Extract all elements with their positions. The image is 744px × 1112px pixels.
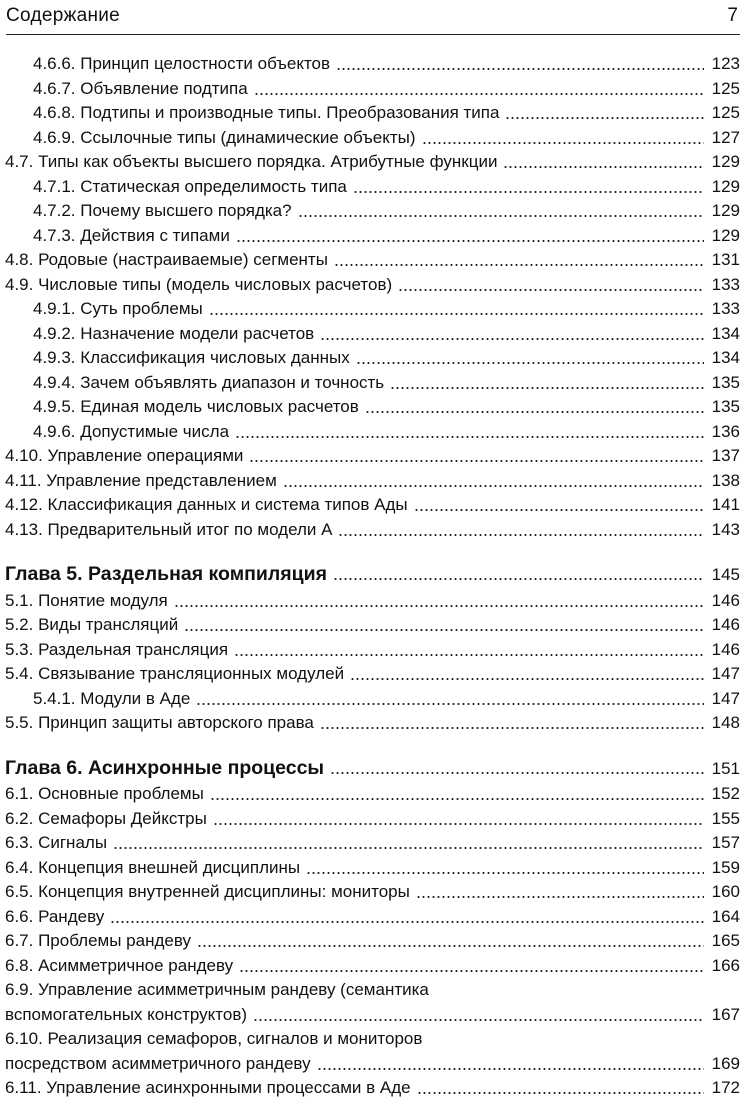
dot-leader — [353, 189, 704, 195]
toc-entry[interactable] — [33, 199, 740, 223]
running-head-title: Содержание — [6, 5, 121, 26]
toc-entry-title: 4.7.1. Статическая определимость типа — [33, 176, 347, 196]
toc-entry[interactable] — [5, 1052, 740, 1076]
toc-entry-page-number: 169 — [711, 1053, 740, 1073]
toc-chapter-entry[interactable] — [5, 562, 740, 586]
toc-entry-page-number: 146 — [711, 615, 740, 634]
toc-entry-title: 4.11. Управление представлением — [5, 470, 277, 490]
toc-entry[interactable] — [33, 346, 740, 370]
toc-entry-page-number: 159 — [711, 857, 740, 877]
toc-entry-title: 6.4. Концепция внешней дисциплины — [5, 857, 301, 877]
toc-entry-page-number: 131 — [711, 250, 740, 269]
toc-entry[interactable] — [5, 905, 740, 929]
toc-entry-title: 5.2. Виды трансляций — [5, 615, 179, 634]
toc-entry-title: 4.13. Предварительный итог по модели А — [5, 519, 333, 539]
toc-entry-title: 4.9.5. Единая модель числовых расчетов — [33, 397, 359, 416]
toc-entry[interactable] — [5, 782, 740, 806]
toc-entry-title: 5.4.1. Модули в Аде — [33, 688, 191, 708]
dot-leader — [350, 676, 704, 682]
toc-entry-title: Глава 5. Раздельная компиляция — [5, 563, 327, 585]
dot-leader — [398, 287, 704, 293]
toc-entry-page-number: 148 — [711, 713, 740, 732]
dot-leader — [110, 919, 704, 925]
dot-leader — [249, 458, 704, 464]
toc-entry-page-number: 146 — [711, 639, 740, 659]
toc-entry-title: 6.3. Сигналы — [5, 833, 108, 852]
toc-entry-title: 4.9.2. Назначение модели расчетов — [33, 323, 315, 343]
toc-entry-page-number: 135 — [711, 397, 740, 416]
toc-entry-page-number: 129 — [711, 201, 740, 220]
dot-leader — [298, 213, 704, 219]
dot-leader — [505, 115, 704, 121]
dot-leader — [390, 385, 704, 391]
toc-entry-page-number: 133 — [711, 274, 740, 294]
toc-entry-page-number: 125 — [711, 78, 740, 98]
dot-leader — [239, 968, 704, 974]
toc-entry-title: 4.12. Классификация данных и система типов Ады — [5, 495, 408, 514]
running-head — [6, 0, 740, 35]
toc-entry[interactable] — [5, 954, 740, 978]
toc-entry[interactable] — [33, 297, 740, 321]
dot-leader — [113, 845, 704, 851]
toc-entry-page-number: 136 — [711, 421, 740, 441]
toc-entry-page-number: 160 — [711, 882, 740, 901]
dot-leader — [417, 1090, 704, 1096]
toc-entry[interactable] — [33, 395, 740, 419]
toc-entry-title: 5.1. Понятие модуля — [5, 590, 168, 610]
toc-entry-page-number: 147 — [711, 664, 740, 683]
dot-leader — [209, 311, 704, 317]
toc-entry-page-number: 134 — [711, 323, 740, 343]
toc-entry[interactable] — [33, 101, 740, 125]
toc-entry-page-number: 129 — [711, 225, 740, 245]
toc-chapter-entry[interactable] — [5, 756, 740, 780]
toc-entry-title: 4.10. Управление операциями — [5, 446, 244, 465]
toc-entry-title: 5.5. Принцип защиты авторского права — [5, 713, 314, 732]
toc-entry-title: 4.7.2. Почему высшего порядка? — [33, 201, 292, 220]
toc-entry-title: 6.1. Основные проблемы — [5, 784, 204, 803]
toc-entry-title: 4.9.6. Допустимые числа — [33, 421, 230, 441]
toc-entry-page-number: 129 — [711, 152, 740, 171]
dot-leader — [422, 140, 704, 146]
toc-entry[interactable] — [33, 420, 740, 444]
toc-entry-title: посредством асимметричного рандеву — [5, 1053, 311, 1073]
toc-entry[interactable] — [33, 52, 740, 76]
toc-entry-line — [5, 978, 740, 1002]
toc-entry-title: 4.9.1. Суть проблемы — [33, 299, 203, 318]
toc-entry-page-number: 167 — [711, 1004, 740, 1024]
toc-entry[interactable] — [5, 856, 740, 880]
toc-entry-page-number: 141 — [711, 495, 740, 514]
dot-leader — [338, 532, 704, 538]
toc-entry[interactable] — [5, 444, 740, 468]
toc-entry-title: 6.9. Управление асимметричным рандеву (семантика — [5, 980, 429, 999]
dot-leader — [416, 894, 704, 900]
dot-leader — [283, 483, 704, 489]
toc-entry[interactable] — [5, 518, 740, 542]
toc-entry[interactable] — [5, 711, 740, 735]
toc-entry[interactable] — [5, 150, 740, 174]
toc-entry-page-number: 145 — [711, 565, 740, 584]
dot-leader — [306, 870, 704, 876]
toc-entry-page-number: 135 — [711, 372, 740, 392]
toc-entry-page-number: 155 — [711, 808, 740, 828]
toc-entry[interactable] — [5, 1076, 740, 1100]
dot-leader — [196, 701, 704, 707]
toc-entry[interactable] — [33, 175, 740, 199]
toc-entry-title: 6.2. Семафоры Дейкстры — [5, 808, 207, 828]
toc-entry-page-number: 127 — [711, 127, 740, 147]
toc-entry-page-number: 129 — [711, 176, 740, 196]
dot-leader — [210, 796, 704, 802]
toc-entry-title: 6.10. Реализация семафоров, сигналов и мониторов — [5, 1029, 423, 1048]
dot-leader — [503, 164, 704, 170]
dot-leader — [336, 66, 704, 72]
toc-entry-page-number: 134 — [711, 348, 740, 367]
toc-entry-title: 4.6.8. Подтипы и производные типы. Преобразования типа — [33, 103, 500, 122]
toc-entry-page-number: 166 — [711, 955, 740, 975]
toc-entry[interactable] — [5, 493, 740, 517]
dot-leader — [317, 1066, 704, 1072]
toc-entry-title: 6.6. Рандеву — [5, 906, 105, 926]
dot-leader — [234, 652, 704, 658]
toc-entry-page-number: 125 — [711, 103, 740, 122]
dot-leader — [197, 943, 704, 949]
toc-entry-page-number: 146 — [711, 590, 740, 610]
toc-entry-title: 5.4. Связывание трансляционных модулей — [5, 664, 345, 683]
toc-entry-page-number: 151 — [711, 758, 740, 778]
toc-entry[interactable] — [5, 662, 740, 686]
toc-entry-line — [5, 1027, 740, 1051]
running-head-page-number: 7 — [727, 5, 738, 26]
toc-entry-page-number: 165 — [711, 931, 740, 950]
toc-entry-title: 4.7. Типы как объекты высшего порядка. Атрибутные функции — [5, 152, 498, 171]
toc-entry[interactable] — [5, 613, 740, 637]
toc-entry-title: 6.5. Концепция внутренней дисциплины: мониторы — [5, 882, 410, 901]
toc-entry-title: 4.9.3. Классификация числовых данных — [33, 348, 350, 367]
toc-entry[interactable] — [5, 469, 740, 493]
dot-leader — [356, 360, 704, 366]
toc-entry-title: 4.8. Родовые (настраиваемые) сегменты — [5, 250, 328, 269]
toc-entry-page-number: 143 — [711, 519, 740, 539]
dot-leader — [334, 262, 704, 268]
toc-entry-page-number: 157 — [711, 833, 740, 852]
dot-leader — [254, 91, 704, 97]
toc-entry-title: 6.11. Управление асинхронными процессами в Аде — [5, 1078, 411, 1097]
toc-entry[interactable] — [5, 831, 740, 855]
toc-entry-title: 6.7. Проблемы рандеву — [5, 931, 192, 950]
toc-entry[interactable] — [33, 322, 740, 346]
toc-entry[interactable] — [33, 687, 740, 711]
toc-entry[interactable] — [5, 1003, 740, 1027]
toc-entry-title: 4.6.6. Принцип целостности объектов — [33, 54, 331, 73]
toc-entry-title: Глава 6. Асинхронные процессы — [5, 756, 325, 779]
dot-leader — [184, 627, 704, 633]
toc-entry[interactable] — [5, 880, 740, 904]
toc-entry-title: 4.6.7. Объявление подтипа — [33, 78, 248, 98]
toc-entry-title: 4.6.9. Ссылочные типы (динамические объекты) — [33, 127, 416, 147]
toc-entry[interactable] — [5, 929, 740, 953]
dot-leader — [414, 507, 704, 513]
dot-leader — [235, 434, 704, 440]
toc-entry[interactable] — [33, 371, 740, 395]
dot-leader — [330, 770, 704, 776]
toc-entry[interactable] — [5, 638, 740, 662]
toc-entry-page-number: 123 — [711, 54, 740, 73]
dot-leader — [236, 238, 704, 244]
toc-entry-title: 4.9. Числовые типы (модель числовых расчетов) — [5, 274, 393, 294]
toc-entry-title: 4.9.4. Зачем объявлять диапазон и точность — [33, 372, 385, 392]
toc-entry-title: 6.8. Асимметричное рандеву — [5, 955, 234, 975]
toc-entry-title: 5.3. Раздельная трансляция — [5, 639, 229, 659]
dot-leader — [253, 1017, 704, 1023]
toc-entry[interactable] — [33, 77, 740, 101]
toc-entry[interactable] — [5, 807, 740, 831]
toc-entry-title: 4.7.3. Действия с типами — [33, 225, 230, 245]
toc-entry[interactable] — [33, 224, 740, 248]
toc-entry-page-number: 147 — [711, 688, 740, 708]
toc-entry-page-number: 138 — [711, 470, 740, 490]
toc-entry-page-number: 133 — [711, 299, 740, 318]
dot-leader — [333, 576, 704, 582]
toc-entry-page-number: 164 — [711, 906, 740, 926]
toc-entry-page-number: 137 — [711, 446, 740, 465]
dot-leader — [320, 725, 704, 731]
toc-entry-page-number: 172 — [711, 1078, 740, 1097]
toc-entry[interactable] — [33, 126, 740, 150]
dot-leader — [365, 409, 704, 415]
dot-leader — [174, 603, 704, 609]
dot-leader — [213, 821, 704, 827]
toc-entry-page-number: 152 — [711, 784, 740, 803]
toc-entry[interactable] — [5, 273, 740, 297]
toc-entry-title: вспомогательных конструктов) — [5, 1004, 248, 1024]
toc-entry[interactable] — [5, 248, 740, 272]
toc-entry[interactable] — [5, 589, 740, 613]
dot-leader — [320, 336, 704, 342]
